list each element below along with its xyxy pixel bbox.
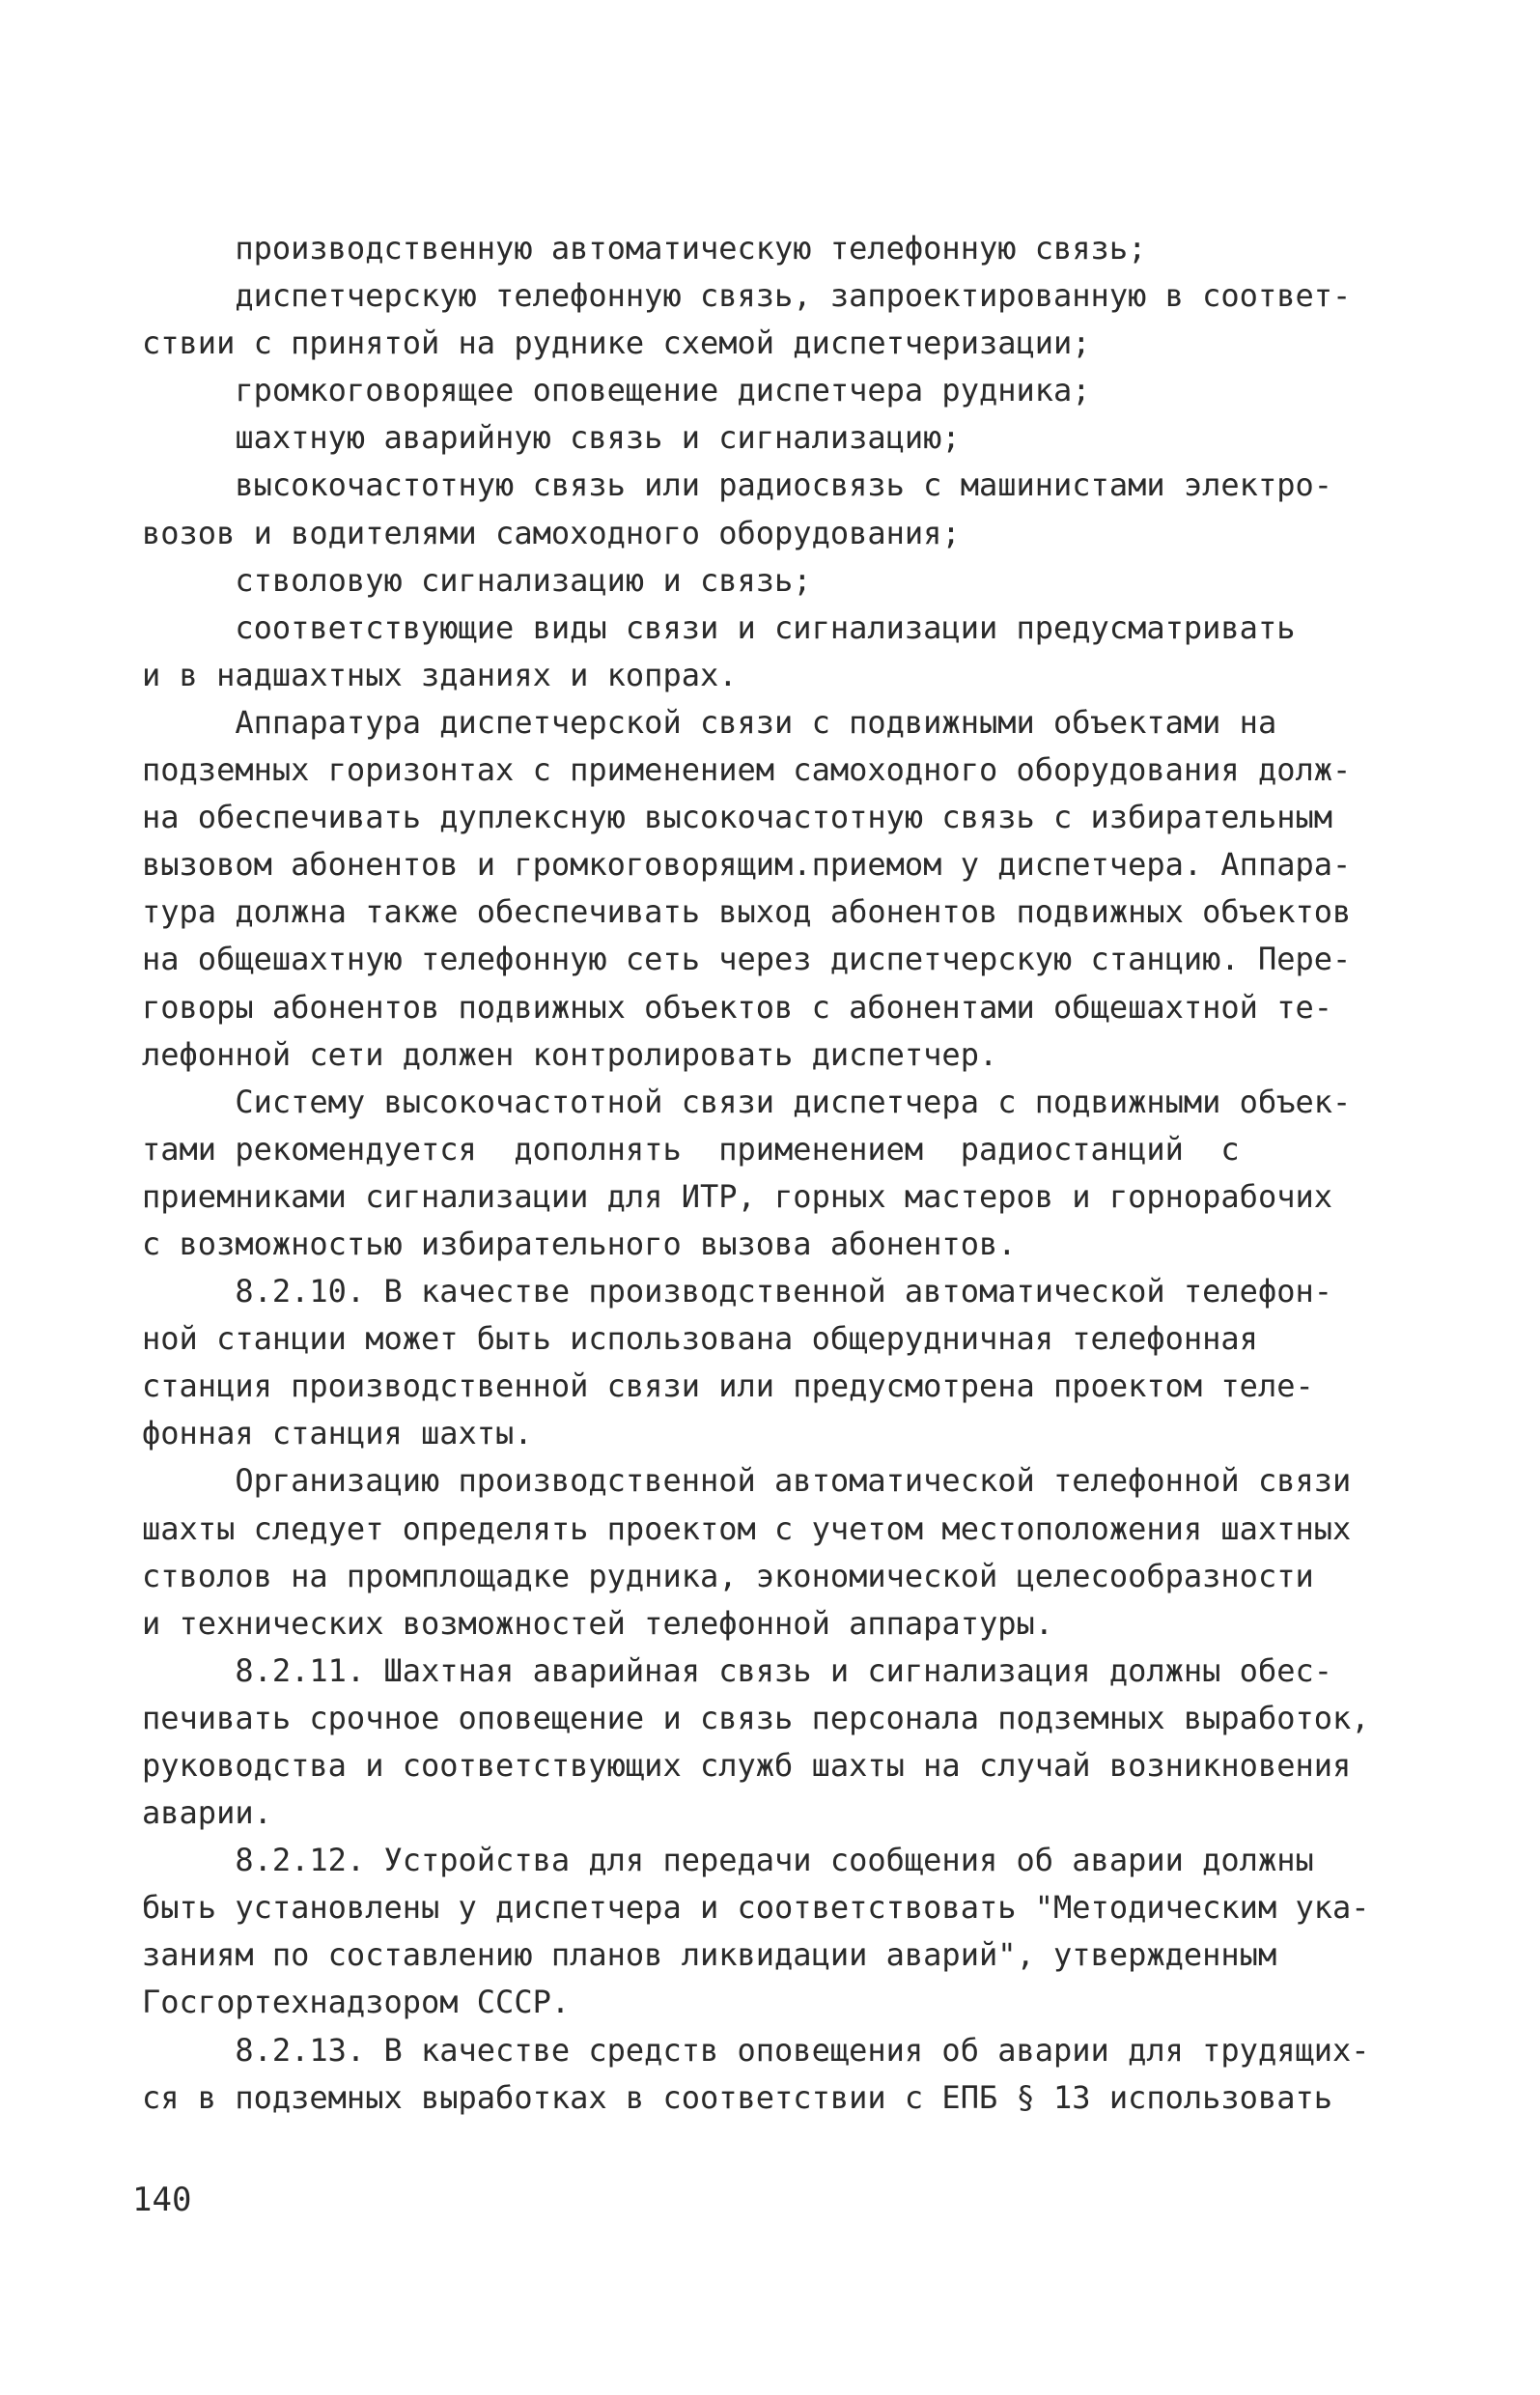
text-line: диспетчерскую телефонную связь, запроектированную в соответ- [142, 277, 1352, 315]
text-line: 8.2.10. В качестве производственной автоматической телефон- [142, 1273, 1332, 1310]
text-line: печивать срочное оповещение и связь персонала подземных выработок, [142, 1699, 1370, 1736]
text-line: 8.2.13. В качестве средств оповещения об аварии для трудящих- [142, 2031, 1370, 2069]
text-line: вызовом абонентов и громкоговорящим.приемом у диспетчера. Аппара- [142, 846, 1352, 884]
text-line: приемниками сигнализации для ИТР, горных мастеров и горнорабочих [142, 1177, 1332, 1215]
text-line: производственную автоматическую телефонную связь; [142, 230, 1147, 267]
body-text [142, 225, 1436, 2122]
text-line: фонная станция шахты. [142, 1415, 533, 1452]
text-line: 8.2.11. Шахтная аварийная связь и сигнализация должны обес- [142, 1651, 1332, 1689]
text-line: тами рекомендуется дополнять применением радиостанций с [142, 1130, 1240, 1168]
text-line: и в надшахтных зданиях и копрах. [142, 656, 738, 693]
text-line: заниям по составлению планов ликвидации аварий", утвержденным [142, 1936, 1277, 1974]
text-line: 8.2.12. Устройства для передачи сообщения об аварии должны [142, 1842, 1314, 1879]
text-line: шахтную аварийную связь и сигнализацию; [142, 419, 961, 457]
text-line: лефонной сети должен контролировать диспетчер. [142, 1035, 998, 1073]
text-line: руководства и соответствующих служб шахты на случай возникновения [142, 1747, 1352, 1784]
text-line: высокочастотную связь или радиосвязь с машинистами электро- [142, 466, 1332, 504]
text-line: на общешахтную телефонную сеть через диспетчерскую станцию. Пере- [142, 941, 1352, 978]
text-line: ся в подземных выработках в соответствии с ЕПБ § 13 использовать [142, 2078, 1332, 2116]
text-line: на обеспечивать дуплексную высокочастотную связь с избирательным [142, 799, 1332, 836]
text-line: станция производственной связи или предусмотрена проектом теле- [142, 1367, 1314, 1405]
text-line: Организацию производственной автоматической телефонной связи [142, 1462, 1352, 1500]
text-line: шахты следует определять проектом с учетом местоположения шахтных [142, 1509, 1352, 1547]
text-line: с возможностью избирательного вызова абонентов. [142, 1225, 1017, 1262]
text-line: аварии. [142, 1794, 272, 1832]
text-line: стволовую сигнализацию и связь; [142, 561, 812, 599]
text-line: стволов на промплощадке рудника, экономической целесообразности [142, 1557, 1314, 1594]
text-line: ной станции может быть использована общерудничная телефонная [142, 1320, 1258, 1358]
text-line: быть установлены у диспетчера и соответствовать "Методическим ука- [142, 1889, 1370, 1927]
text-line: соответствующие виды связи и сигнализации предусматривать [142, 608, 1296, 646]
text-line: ствии с принятой на руднике схемой диспетчеризации; [142, 324, 1091, 362]
text-line: громкоговорящее оповещение диспетчера рудника; [142, 372, 1091, 409]
text-line: Госгортехнадзором СССР. [142, 1984, 571, 2021]
text-line: Аппаратура диспетчерской связи с подвижными объектами на [142, 703, 1277, 741]
text-line: возов и водителями самоходного оборудования; [142, 514, 961, 551]
text-line: подземных горизонтах с применением самоходного оборудования долж- [142, 751, 1352, 789]
text-line: говоры абонентов подвижных объектов с абонентами общешахтной те- [142, 988, 1332, 1026]
text-line: Систему высокочастотной связи диспетчера с подвижными объек- [142, 1083, 1352, 1120]
text-line: тура должна также обеспечивать выход абонентов подвижных объектов [142, 893, 1352, 931]
text-line: и технических возможностей телефонной аппаратуры. [142, 1604, 1054, 1642]
page-number: 140 [132, 2181, 192, 2219]
